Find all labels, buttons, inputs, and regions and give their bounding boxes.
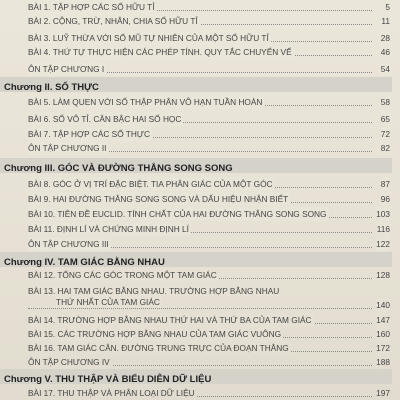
chapter-header — [0, 158, 392, 173]
toc-entry[interactable] — [28, 286, 390, 312]
entry-page: 122 — [376, 239, 390, 249]
toc-entry[interactable] — [28, 355, 390, 369]
entry-title: BÀI 11. ĐỊNH LÍ VÀ CHỨNG MINH ĐỊNH LÍ — [28, 224, 189, 234]
entry-page: 72 — [380, 129, 390, 139]
entry-title: BÀI 14. TRƯỜNG HỢP BẰNG NHAU THỨ HAI VÀ THỨ BA CỦA TAM GIÁC — [28, 315, 312, 325]
chapter-title: Chương V. THU THẬP VÀ BIỂU DIỄN DỮ LIỆU — [4, 374, 212, 385]
entry-title: BÀI 13. HAI TAM GIÁC BẰNG NHAU. TRƯỜNG HỢP BẰNG NHAU — [28, 286, 280, 296]
toc-entry[interactable] — [28, 192, 390, 206]
entry-page: 103 — [376, 209, 390, 219]
chapter-header — [0, 77, 392, 92]
entry-title: BÀI 15. CÁC TRƯỜNG HỢP BẰNG NHAU CỦA TAM GIÁC VUÔNG — [28, 329, 282, 339]
entry-page: 65 — [380, 114, 390, 124]
entry-page: 96 — [380, 194, 390, 204]
entry-title: BÀI 16. TAM GIÁC CÂN. ĐƯỜNG TRUNG TRỰC CỦA ĐOẠN THẲNG — [28, 343, 289, 353]
toc-entry[interactable] — [28, 222, 390, 236]
toc-entry[interactable] — [28, 45, 390, 59]
entry-title: BÀI 10. TIÊN ĐỀ EUCLID. TÍNH CHẤT CỦA HAI ĐƯỜNG THẲNG SONG SONG — [28, 209, 327, 219]
entry-title: ÔN TẬP CHƯƠNG IV — [28, 357, 110, 367]
toc-entry[interactable] — [28, 141, 390, 155]
toc-entry[interactable] — [28, 0, 390, 14]
entry-title: BÀI 17. THU THẬP VÀ PHÂN LOẠI DỮ LIỆU — [28, 388, 195, 398]
entry-title: BÀI 3. LUỸ THỪA VỚI SỐ MŨ TỰ NHIÊN CỦA MỘT SỐ HỮU TỈ — [28, 33, 269, 43]
entry-title: BÀI 5. LÀM QUEN VỚI SỐ THẬP PHÂN VÔ HẠN TUẦN HOÀN — [28, 97, 263, 107]
entry-title: BÀI 4. THỨ TỰ THỰC HIỆN CÁC PHÉP TÍNH. QUY TẮC CHUYỂN VẾ — [28, 47, 292, 57]
toc-entry[interactable] — [28, 341, 390, 355]
toc-entry[interactable] — [28, 14, 390, 28]
toc-entry[interactable] — [28, 237, 390, 251]
toc-entry[interactable] — [28, 112, 390, 126]
entry-page: 147 — [376, 315, 390, 325]
toc-entry[interactable] — [28, 313, 390, 327]
toc-entry[interactable] — [28, 386, 390, 400]
toc-entry[interactable] — [28, 31, 390, 45]
chapter-title: Chương IV. TAM GIÁC BẰNG NHAU — [4, 257, 165, 268]
entry-page: 28 — [380, 33, 390, 43]
entry-title: BÀI 7. TẬP HỢP CÁC SỐ THỰC — [28, 129, 150, 139]
entry-page: 140 — [376, 300, 390, 310]
entry-title: BÀI 8. GÓC Ở VỊ TRÍ ĐẶC BIỆT. TIA PHÂN GIÁC CỦA MỘT GÓC — [28, 179, 273, 189]
entry-title: ÔN TẬP CHƯƠNG II — [28, 143, 107, 153]
entry-page: 11 — [381, 16, 390, 26]
entry-page: 82 — [380, 143, 390, 153]
entry-page: 58 — [380, 97, 390, 107]
entry-title-continued: THỨ NHẤT CỦA TAM GIÁC — [56, 297, 160, 307]
entry-title: BÀI 12. TỔNG CÁC GÓC TRONG MỘT TAM GIÁC — [28, 270, 217, 280]
entry-title: ÔN TẬP CHƯƠNG III — [28, 239, 109, 249]
toc-entry[interactable] — [28, 327, 390, 341]
chapter-title: Chương III. GÓC VÀ ĐƯỜNG THẲNG SONG SONG — [4, 163, 233, 174]
chapter-title: Chương II. SỐ THỰC — [4, 82, 99, 93]
entry-page: 160 — [376, 329, 390, 339]
entry-page: 188 — [376, 357, 390, 367]
entry-page: 46 — [380, 47, 390, 57]
chapter-header — [0, 252, 392, 267]
chapter-header — [0, 369, 392, 384]
toc-entry[interactable] — [28, 127, 390, 141]
entry-page: 128 — [376, 270, 390, 280]
entry-page: 197 — [376, 388, 390, 398]
toc-entry[interactable] — [28, 95, 390, 109]
entry-page: 54 — [380, 64, 390, 74]
entry-page: 116 — [376, 224, 390, 234]
entry-title: BÀI 9. HAI ĐƯỜNG THẲNG SONG SONG VÀ DẤU HIỆU NHẬN BIẾT — [28, 194, 289, 204]
toc-entry[interactable] — [28, 268, 390, 282]
entry-page: 172 — [376, 343, 390, 353]
entry-page: 5 — [385, 2, 390, 12]
toc-entry[interactable] — [28, 177, 390, 191]
entry-title: BÀI 6. SỐ VÔ TỈ. CĂN BẬC HAI SỐ HỌC — [28, 114, 182, 124]
entry-title: ÔN TẬP CHƯƠNG I — [28, 64, 105, 74]
entry-title: BÀI 2. CỘNG, TRỪ, NHÂN, CHIA SỐ HỮU TỈ — [28, 16, 198, 26]
entry-page: 87 — [380, 179, 390, 189]
toc-entry[interactable] — [28, 207, 390, 221]
entry-title: BÀI 1. TẬP HỢP CÁC SỐ HỮU TỈ — [28, 2, 155, 12]
toc-entry[interactable] — [28, 62, 390, 76]
